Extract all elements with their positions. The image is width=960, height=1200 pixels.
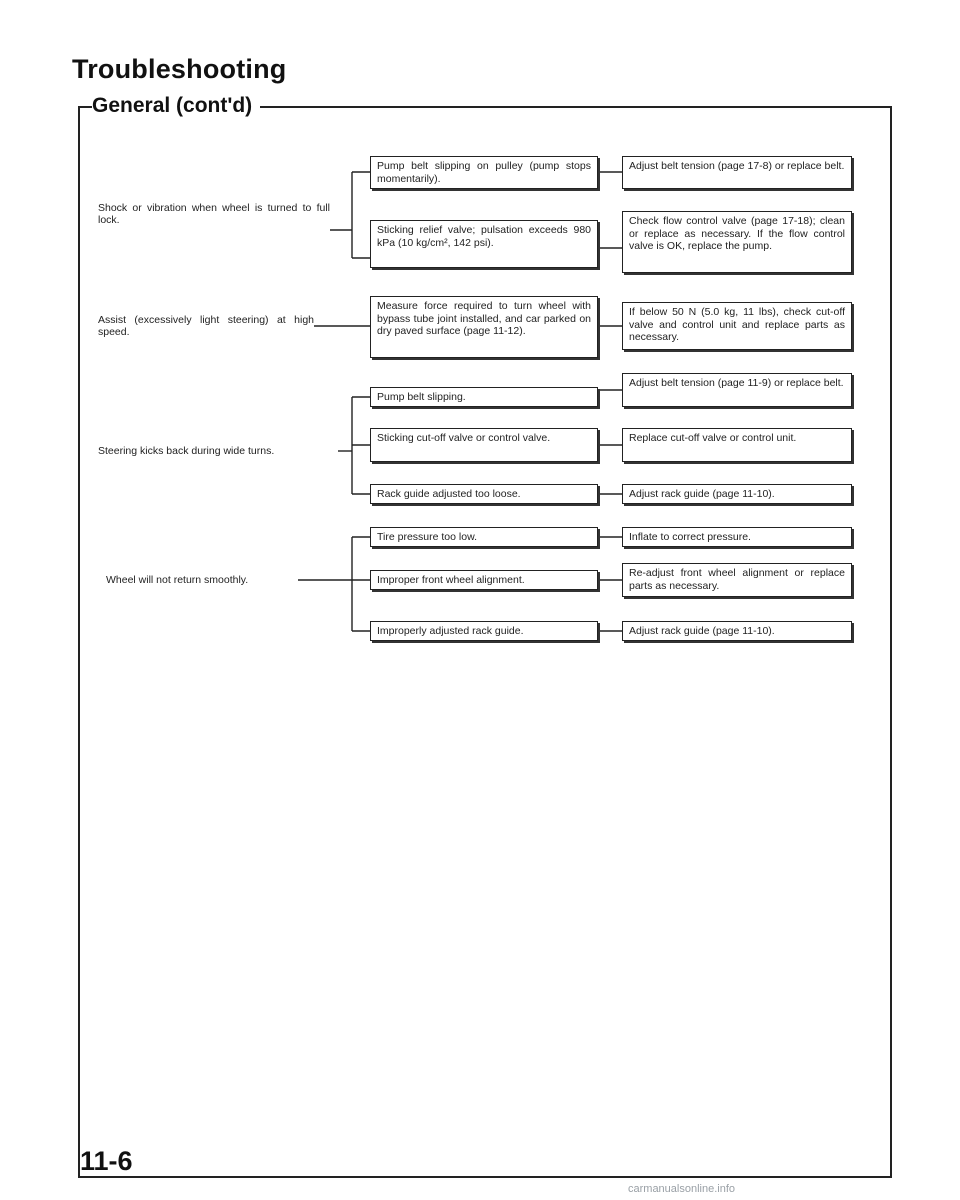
cause-box: Pump belt slipping on pulley (pump stops momentarily).: [370, 156, 598, 189]
cause-box: Improper front wheel alignment.: [370, 570, 598, 590]
cause-box: Rack guide adjusted too loose.: [370, 484, 598, 504]
remedy-box: Re-adjust front wheel alignment or replace parts as necessary.: [622, 563, 852, 597]
remedy-box: Inflate to correct pressure.: [622, 527, 852, 547]
symptom-kicks-back: Steering kicks back during wide turns.: [98, 445, 275, 457]
cause-box: Tire pressure too low.: [370, 527, 598, 547]
symptom-wheel-return: Wheel will not return smoothly.: [106, 574, 249, 586]
remedy-box: Check flow control valve (page 17-18); clean or replace as necessary. If the flow control valve is OK, replace the pump.: [622, 211, 852, 273]
remedy-box: Adjust belt tension (page 17-8) or replace belt.: [622, 156, 852, 189]
page-number: 11-6: [80, 1146, 133, 1176]
remedy-box: Adjust rack guide (page 11-10).: [622, 621, 852, 641]
cause-box: Sticking relief valve; pulsation exceeds 980 kPa (10 kg/cm², 142 psi).: [370, 220, 598, 268]
symptom-assist-high-speed: Assist (excessively light steering) at high speed.: [98, 314, 314, 338]
cause-box: Sticking cut-off valve or control valve.: [370, 428, 598, 462]
section-title: General (cont'd): [92, 94, 260, 118]
page-title: Troubleshooting: [72, 54, 287, 84]
remedy-box: If below 50 N (5.0 kg, 11 lbs), check cut-off valve and control unit and replace parts as necessary.: [622, 302, 852, 350]
cause-box: Measure force required to turn wheel with bypass tube joint installed, and car parked on dry paved surface (page 11-12).: [370, 296, 598, 358]
cause-box: Improperly adjusted rack guide.: [370, 621, 598, 641]
symptom-shock-vibration: Shock or vibration when wheel is turned to full lock.: [98, 202, 330, 226]
cause-box: Pump belt slipping.: [370, 387, 598, 407]
watermark-url: carmanualsonline.info: [628, 1183, 736, 1195]
remedy-box: Replace cut-off valve or control unit.: [622, 428, 852, 462]
remedy-box: Adjust rack guide (page 11-10).: [622, 484, 852, 504]
remedy-box: Adjust belt tension (page 11-9) or replace belt.: [622, 373, 852, 407]
